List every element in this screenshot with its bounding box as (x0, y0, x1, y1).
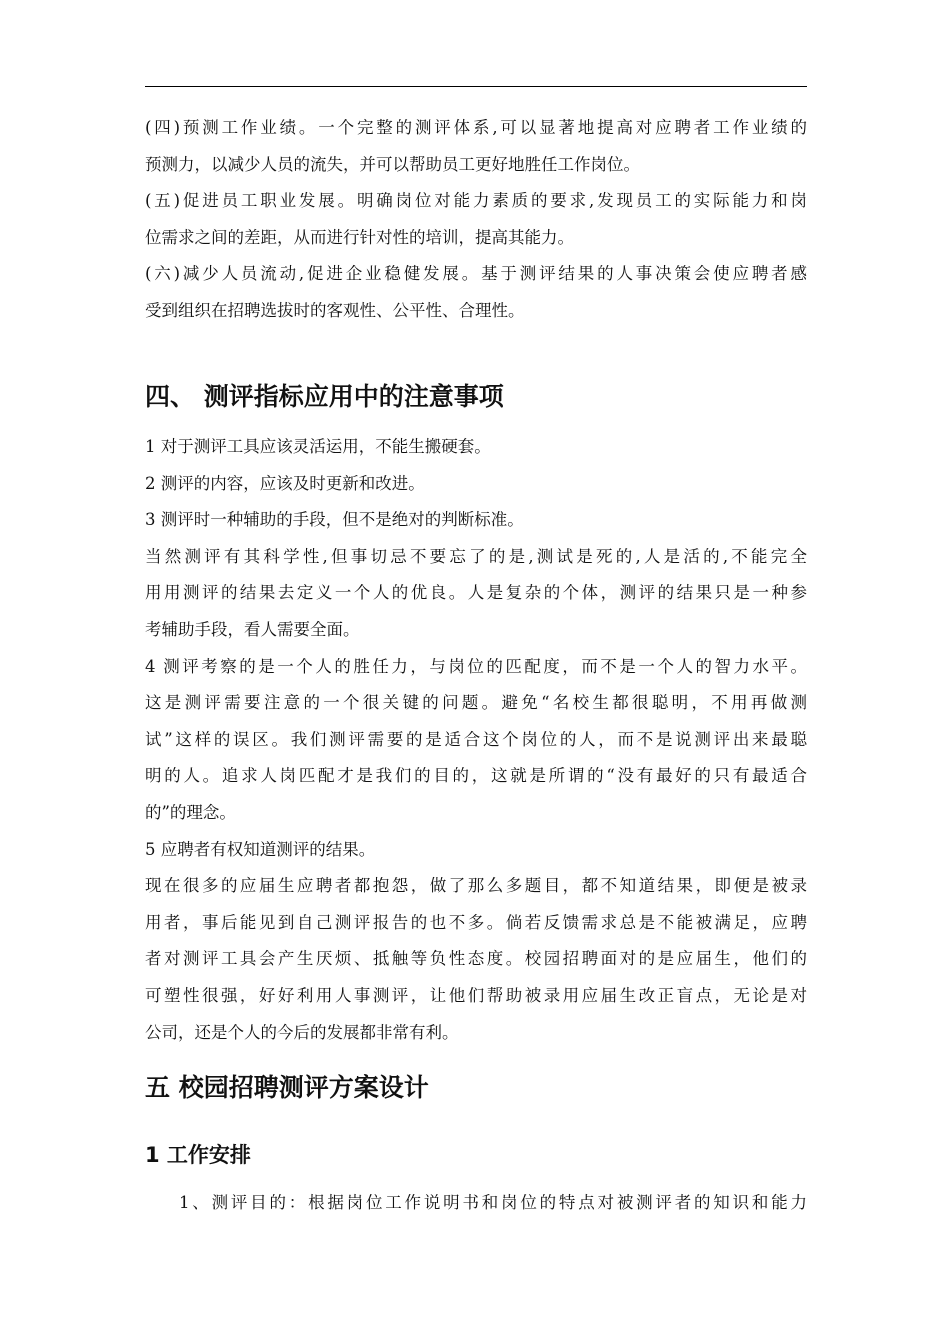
s4-line-14: 用者，事后能见到自己测评报告的也不多。倘若反馈需求总是不能被满足，应聘 (145, 912, 807, 932)
s5-line-1: 1、测评目的：根据岗位工作说明书和岗位的特点对被测评者的知识和能力 (179, 1193, 807, 1212)
item-6-line-2: 受到组织在招聘选拔时的客观性、公平性、合理性。 (145, 300, 525, 320)
section3-items (145, 110, 807, 330)
s4-line-3: 3 测评时一种辅助的手段，但不是绝对的判断标准。 (145, 510, 524, 530)
s4-line-10: 明的人。追求人岗匹配才是我们的目的，这就是所谓的“没有最好的只有最适合 (145, 766, 807, 786)
s4-line-1: 1 对于测评工具应该灵活运用，不能生搬硬套。 (145, 437, 491, 456)
header-rule (145, 86, 807, 87)
item-6-line-1: (六)减少人员流动,促进企业稳健发展。基于测评结果的人事决策会使应聘者感 (145, 264, 807, 284)
item-4-line-2: 预测力，以减少人员的流失，并可以帮助员工更好地胜任工作岗位。 (145, 154, 640, 174)
s4-line-7: 4 测评考察的是一个人的胜任力，与岗位的匹配度，而不是一个人的智力水平。 (145, 656, 807, 676)
s4-line-2: 2 测评的内容，应该及时更新和改进。 (145, 473, 425, 493)
s4-line-13: 现在很多的应届生应聘者都抱怨，做了那么多题目，都不知道结果，即便是被录 (145, 876, 807, 896)
section5-subheading: 1 工作安排 (145, 1143, 251, 1167)
s4-line-11: 的”的理念。 (145, 802, 236, 822)
s4-line-15: 者对测评工具会产生厌烦、抵触等负性态度。校园招聘面对的是应届生，他们的 (145, 949, 807, 969)
section4-body (145, 429, 807, 1051)
section5-body (145, 1185, 807, 1222)
section4-heading: 四、 测评指标应用中的注意事项 (145, 382, 504, 411)
s4-line-6: 考辅助手段，看人需要全面。 (145, 619, 360, 639)
s4-line-5: 用用测评的结果去定义一个人的优良。人是复杂的个体，测评的结果只是一种参 (145, 583, 807, 603)
s4-line-8: 这是测评需要注意的一个很关键的问题。避免“名校生都很聪明，不用再做测 (145, 693, 807, 713)
s4-line-17: 公司，还是个人的今后的发展都非常有利。 (145, 1022, 459, 1042)
item-5-line-1: (五)促进员工职业发展。明确岗位对能力素质的要求,发现员工的实际能力和岗 (145, 191, 807, 211)
s4-line-16: 可塑性很强，好好利用人事测评，让他们帮助被录用应届生改正盲点，无论是对 (145, 985, 807, 1005)
item-5-line-2: 位需求之间的差距，从而进行针对性的培训，提高其能力。 (145, 227, 574, 247)
item-4-line-1: (四)预测工作业绩。一个完整的测评体系,可以显著地提高对应聘者工作业绩的 (145, 118, 807, 137)
section5-heading: 五 校园招聘测评方案设计 (145, 1073, 429, 1102)
s4-line-12: 5 应聘者有权知道测评的结果。 (145, 839, 376, 859)
s4-line-4: 当然测评有其科学性,但事切忌不要忘了的是,测试是死的,人是活的,不能完全 (145, 546, 807, 566)
s4-line-9: 试”这样的误区。我们测评需要的是适合这个岗位的人，而不是说测评出来最聪 (145, 729, 807, 749)
